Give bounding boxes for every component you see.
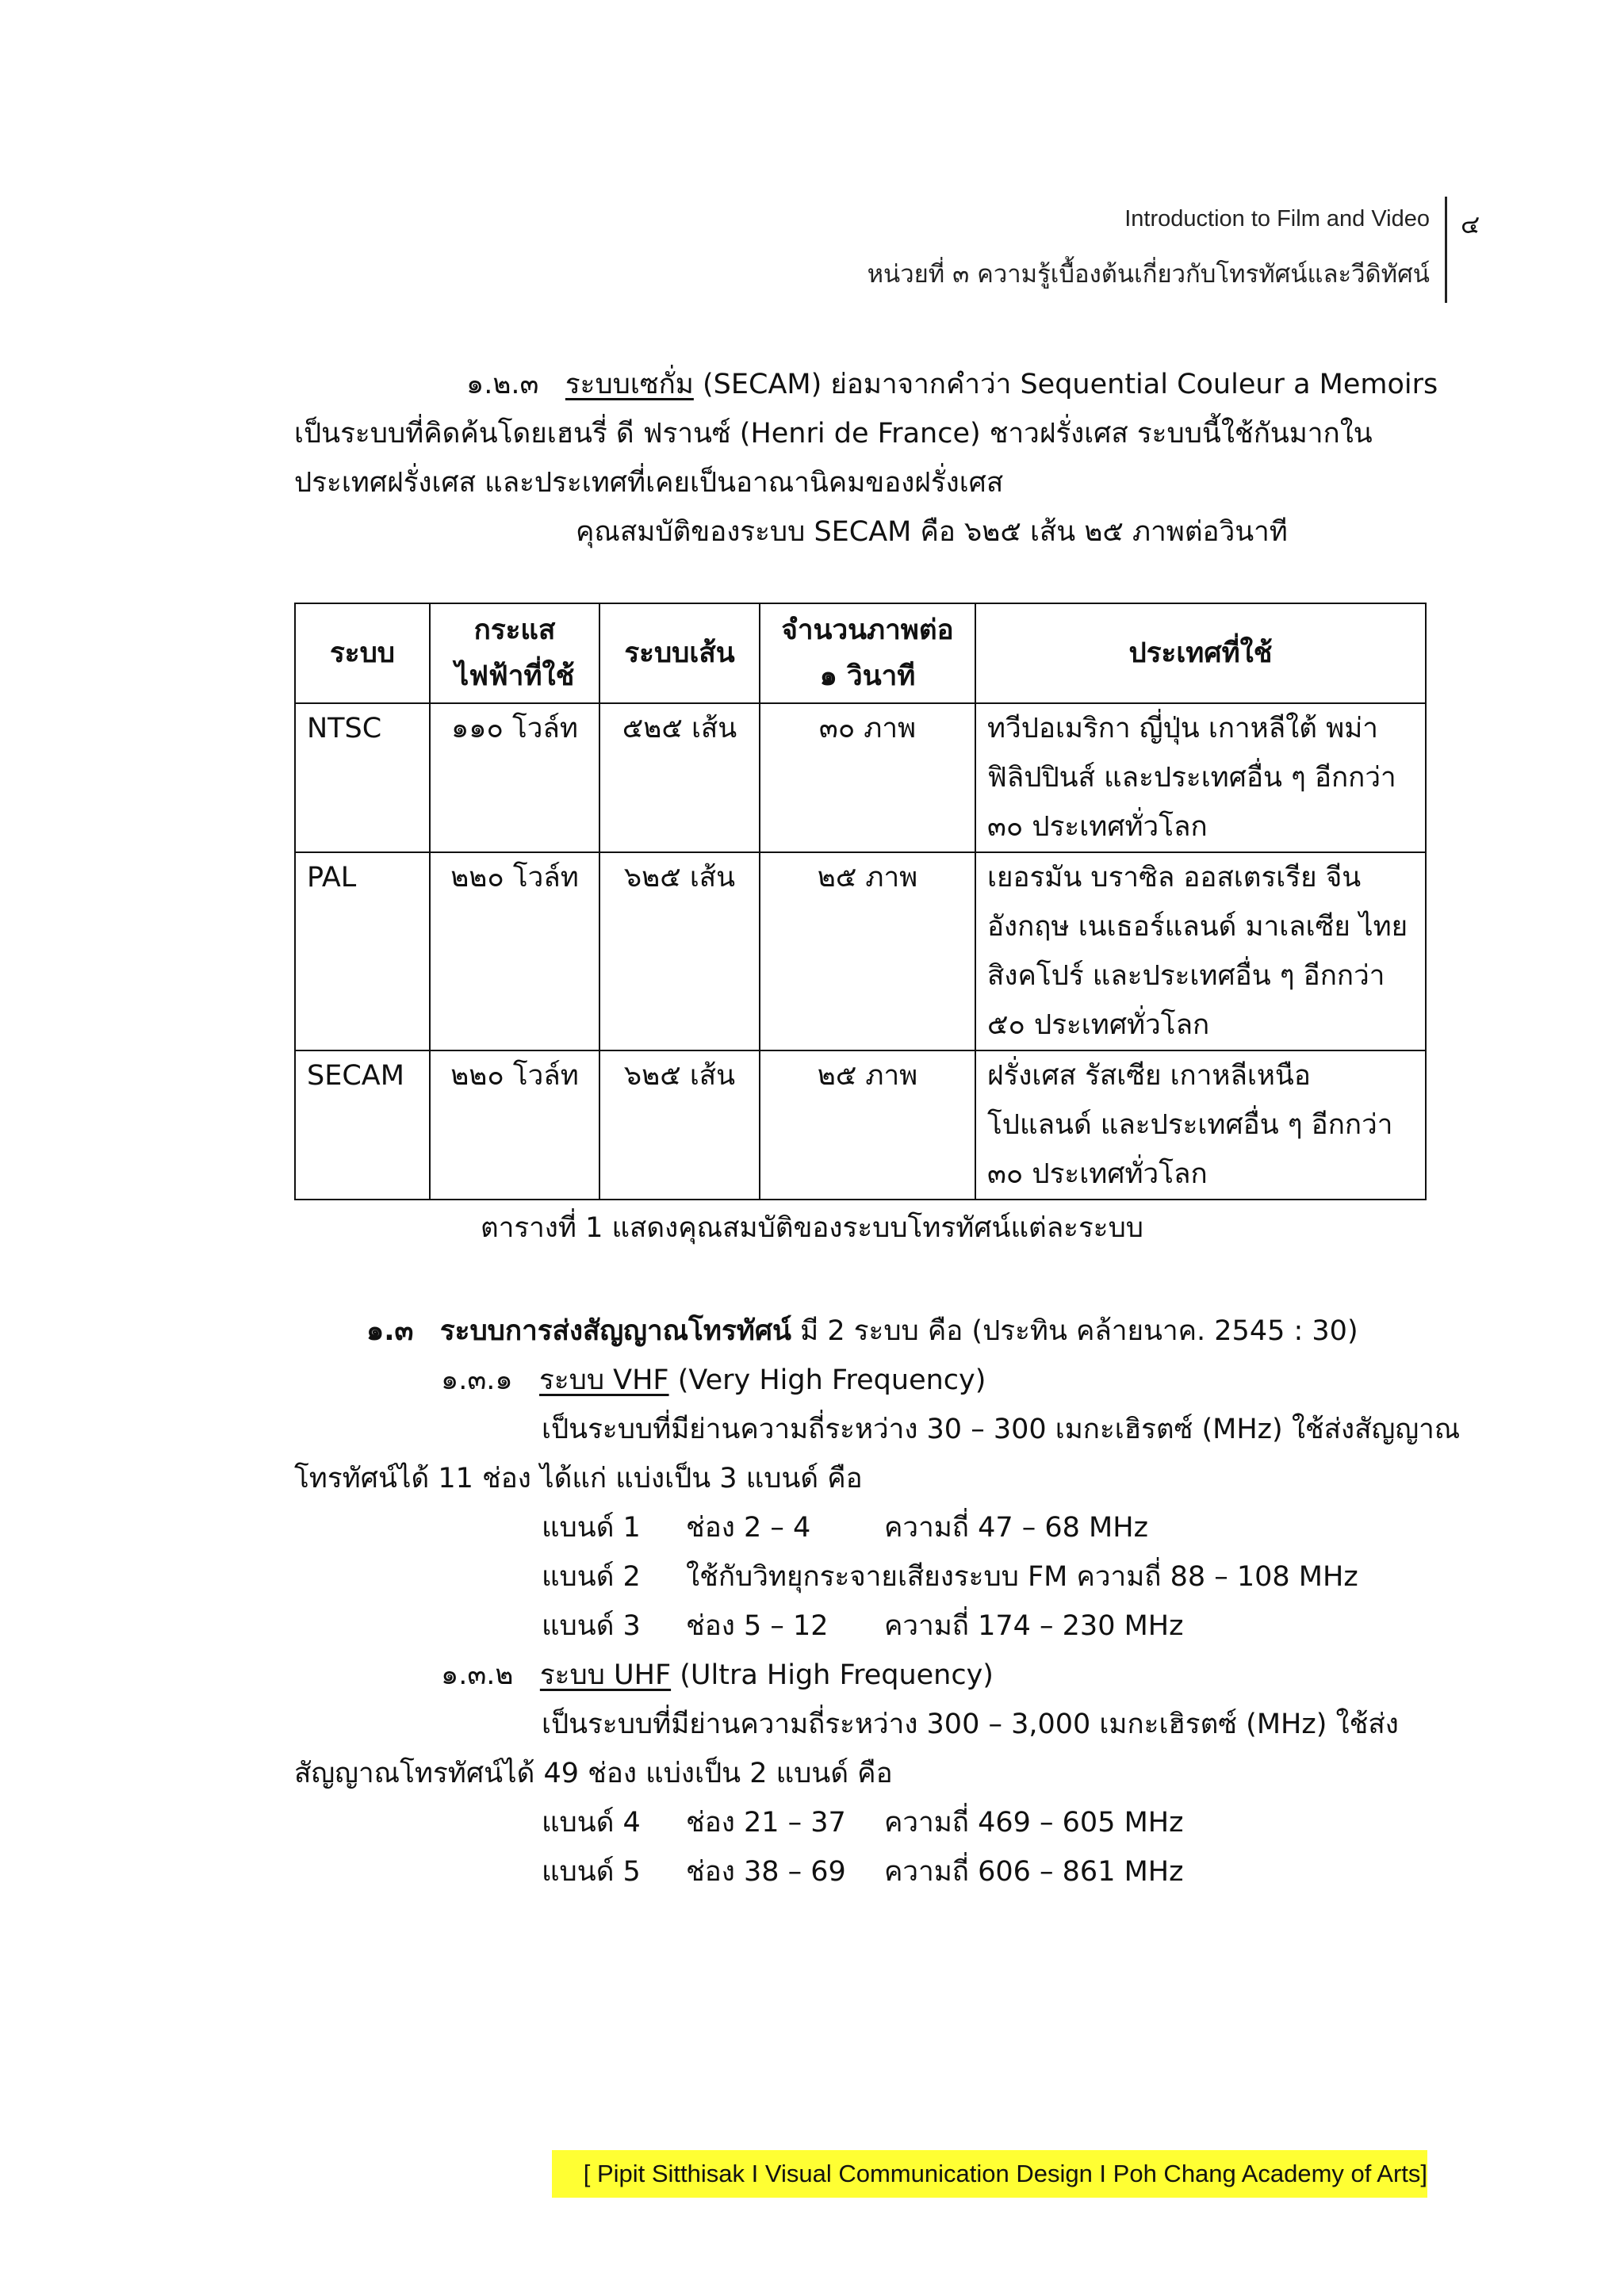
vhf-desc-2: โทรทัศน์ได้ 11 ช่อง ได้แก่ แบ่งเป็น 3 แบนด์ คือ bbox=[294, 1463, 863, 1494]
uhf-band-4: แบนด์ 4 ช่อง 21 – 37 ความถี่ 469 – 605 MHz bbox=[542, 1807, 1184, 1839]
cell-frames: ๓๐ ภาพ bbox=[760, 703, 975, 852]
header-power: กระแส ไฟฟ้าที่ใช้ bbox=[430, 603, 599, 703]
cell-power: ๑๑๐ โวล์ท bbox=[430, 703, 599, 852]
vhf-title: ระบบ VHF bbox=[539, 1364, 669, 1396]
uhf-rest: (Ultra High Frequency) bbox=[680, 1659, 994, 1691]
header-system: ระบบ bbox=[295, 603, 430, 703]
cell-countries: ทวีปอเมริกา ญี่ปุ่น เกาหลีใต้ พม่า ฟิลิปปินส์ และประเทศอื่น ๆ อีกกว่า ๓๐ ประเทศทั่วโลก bbox=[975, 703, 1426, 852]
vhf-number: ๑.๓.๑ bbox=[441, 1364, 513, 1396]
cell-system: SECAM bbox=[295, 1050, 430, 1200]
broadcast-heading bbox=[366, 1307, 1358, 1356]
table-row bbox=[295, 703, 1426, 852]
cell-frames: ๒๕ ภาพ bbox=[760, 1050, 975, 1200]
vhf-heading bbox=[441, 1356, 986, 1405]
cell-power: ๒๒๐ โวล์ท bbox=[430, 852, 599, 1050]
secam-number: ๑.๒.๓ bbox=[466, 369, 539, 400]
uhf-heading bbox=[441, 1651, 994, 1700]
vhf-band-2: แบนด์ 2 ใช้กับวิทยุกระจายเสียงระบบ FM ความถี่ 88 – 108 MHz bbox=[542, 1561, 1358, 1593]
table-row bbox=[295, 852, 1426, 1050]
page-number: ๔ bbox=[1461, 209, 1480, 239]
cell-system: PAL bbox=[295, 852, 430, 1050]
cell-power: ๒๒๐ โวล์ท bbox=[430, 1050, 599, 1200]
footer-credit: [ Pipit Sitthisak I Visual Communication Design I Poh Chang Academy of Arts] bbox=[552, 2150, 1427, 2198]
cell-frames: ๒๕ ภาพ bbox=[760, 852, 975, 1050]
uhf-band-5: แบนด์ 5 ช่อง 38 – 69 ความถี่ 606 – 861 MHz bbox=[542, 1856, 1184, 1888]
secam-title: ระบบเซกั่ม bbox=[565, 369, 694, 400]
secam-line1-rest: (SECAM) ย่อมาจากคำว่า Sequential Couleur a Memoirs bbox=[703, 369, 1438, 400]
uhf-desc-1: เป็นระบบที่มีย่านความถี่ระหว่าง 300 – 3,000 เมกะเฮิรตซ์ (MHz) ใช้ส่ง bbox=[542, 1709, 1399, 1740]
header-frames: จำนวนภาพต่อ ๑ วินาที bbox=[760, 603, 975, 703]
broadcast-rest: มี 2 ระบบ คือ (ประทิน คล้ายนาค. 2545 : 30) bbox=[800, 1315, 1358, 1347]
table-row bbox=[295, 1050, 1426, 1200]
uhf-desc-2: สัญญาณโทรทัศน์ได้ 49 ช่อง แบ่งเป็น 2 แบนด์ คือ bbox=[294, 1758, 893, 1789]
header-divider bbox=[1445, 197, 1447, 303]
broadcast-number: ๑.๓ bbox=[366, 1315, 414, 1347]
tv-systems-table bbox=[294, 603, 1427, 1200]
vhf-band-1: แบนด์ 1 ช่อง 2 – 4 ความถี่ 47 – 68 MHz bbox=[542, 1512, 1148, 1544]
uhf-number: ๑.๓.๒ bbox=[441, 1659, 514, 1691]
course-title: Introduction to Film and Video bbox=[1124, 206, 1430, 232]
uhf-title: ระบบ UHF bbox=[539, 1659, 672, 1691]
broadcast-title: ระบบการส่งสัญญาณโทรทัศน์ bbox=[439, 1315, 791, 1347]
header-countries: ประเทศที่ใช้ bbox=[975, 603, 1426, 703]
cell-lines: ๕๒๕ เส้น bbox=[599, 703, 760, 852]
cell-countries: เยอรมัน บราซิล ออสเตรเรีย จีน อังกฤษ เนเธอร์แลนด์ มาเลเซีย ไทย สิงคโปร์ และประเทศอื่น ๆ อีกกว่า ๕๐ ประเทศทั่วโลก bbox=[975, 852, 1426, 1050]
secam-line-3: ประเทศฝรั่งเศส และประเทศที่เคยเป็นอาณานิคมของฝรั่งเศส bbox=[294, 467, 1004, 499]
header-lines: ระบบเส้น bbox=[599, 603, 760, 703]
table-caption: ตารางที่ 1 แสดงคุณสมบัติของระบบโทรทัศน์แต่ละระบบ bbox=[480, 1212, 1144, 1244]
vhf-rest: (Very High Frequency) bbox=[677, 1364, 986, 1396]
cell-system: NTSC bbox=[295, 703, 430, 852]
cell-lines: ๖๒๕ เส้น bbox=[599, 1050, 760, 1200]
cell-countries: ฝรั่งเศส รัสเซีย เกาหลีเหนือ โปแลนด์ และประเทศอื่น ๆ อีกกว่า ๓๐ ประเทศทั่วโลก bbox=[975, 1050, 1426, 1200]
secam-line-2: เป็นระบบที่คิดค้นโดยเฮนรี่ ดี ฟรานซ์ (Henri de France) ชาวฝรั่งเศส ระบบนี้ใช้กันมากใน bbox=[294, 418, 1373, 450]
unit-title: หน่วยที่ ๓ ความรู้เบื้องต้นเกี่ยวกับโทรทัศน์และวีดิทัศน์ bbox=[867, 260, 1430, 289]
secam-line-1 bbox=[466, 360, 1438, 409]
vhf-desc-1: เป็นระบบที่มีย่านความถี่ระหว่าง 30 – 300 เมกะเฮิรตซ์ (MHz) ใช้ส่งสัญญาณ bbox=[542, 1414, 1461, 1445]
cell-lines: ๖๒๕ เส้น bbox=[599, 852, 760, 1050]
table-header-row bbox=[295, 603, 1426, 703]
secam-line-4: คุณสมบัติของระบบ SECAM คือ ๖๒๕ เส้น ๒๕ ภาพต่อวินาที bbox=[576, 516, 1288, 548]
vhf-band-3: แบนด์ 3 ช่อง 5 – 12 ความถี่ 174 – 230 MHz bbox=[542, 1610, 1184, 1642]
